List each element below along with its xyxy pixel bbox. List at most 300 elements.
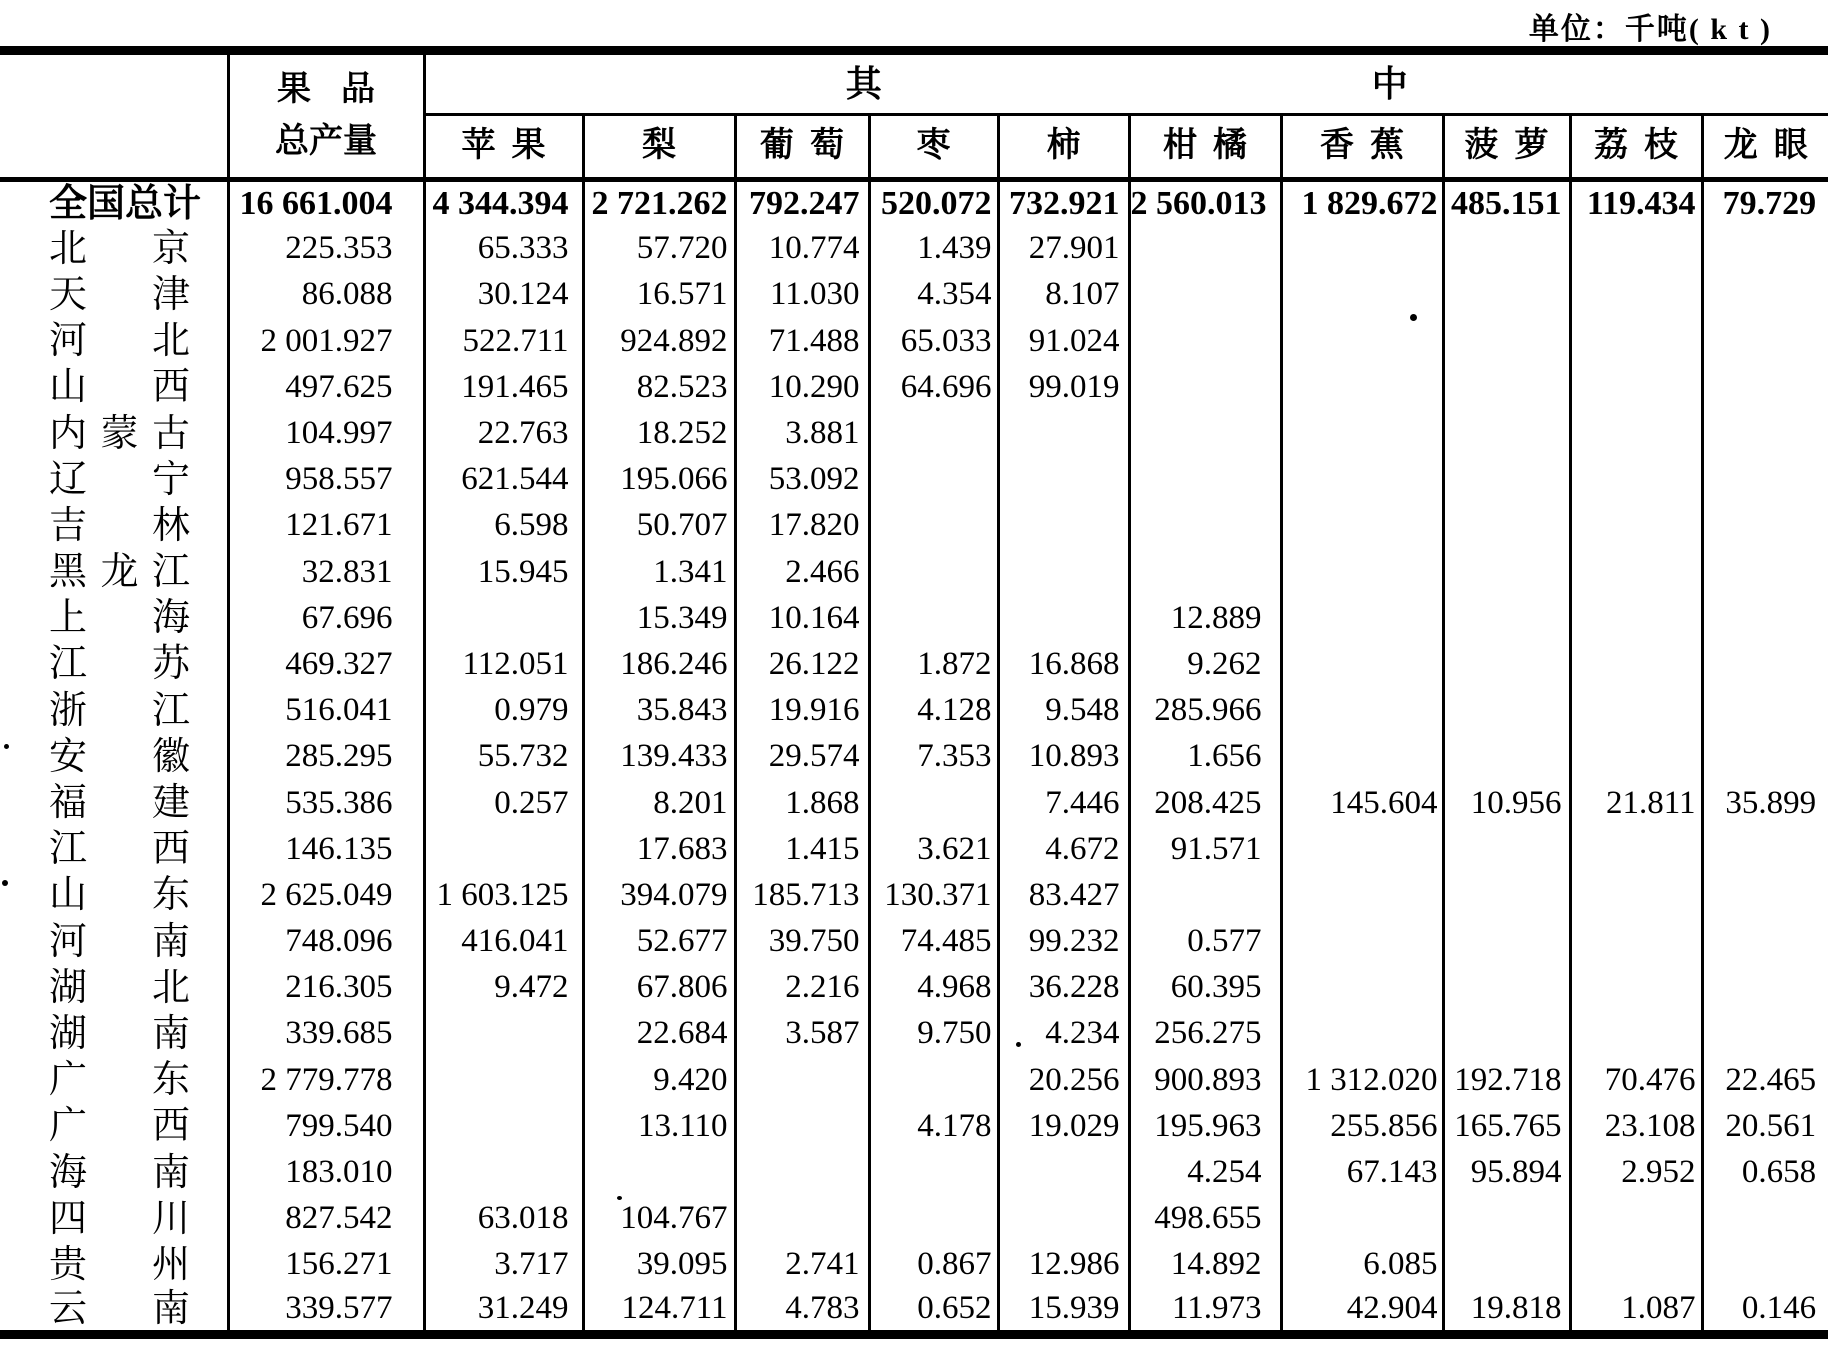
char: 南 — [151, 920, 190, 963]
value-cell — [869, 503, 998, 549]
column-header-5 — [998, 114, 1129, 179]
value-cell: 958.557 — [228, 457, 424, 503]
value-cell: 15.945 — [424, 549, 583, 595]
char: 北 — [151, 320, 190, 363]
char: 西 — [151, 1105, 190, 1148]
value-cell — [424, 1057, 583, 1103]
table-row — [0, 1149, 1828, 1195]
region-name-cell — [0, 457, 228, 503]
char: 葡 — [760, 127, 794, 165]
value-cell: 15.349 — [583, 595, 735, 641]
region-name — [49, 366, 190, 409]
char: 苏 — [151, 643, 190, 686]
value-cell: 0.257 — [424, 780, 583, 826]
value-cell: 12.889 — [1129, 595, 1281, 641]
table-row — [0, 826, 1828, 872]
value-cell: 256.275 — [1129, 1011, 1281, 1057]
column-header-label — [1572, 129, 1701, 163]
region-name-cell — [0, 872, 228, 918]
char: 湖 — [49, 966, 88, 1009]
value-cell — [583, 1149, 735, 1195]
value-cell: 156.271 — [228, 1242, 424, 1288]
table-row — [0, 1196, 1828, 1242]
region-name — [49, 782, 190, 825]
value-cell: 1.872 — [869, 641, 998, 687]
value-cell — [998, 503, 1129, 549]
char: 山 — [49, 874, 88, 917]
char: 江 — [49, 828, 88, 871]
value-cell — [424, 826, 583, 872]
value-cell — [1702, 457, 1828, 503]
value-cell: 10.290 — [735, 364, 869, 410]
char: 建 — [151, 782, 190, 825]
value-cell: 225.353 — [228, 226, 424, 272]
value-cell: 12.986 — [998, 1242, 1129, 1288]
region-name-cell — [0, 780, 228, 826]
value-cell: 95.894 — [1443, 1149, 1570, 1195]
char: 橘 — [1213, 127, 1247, 165]
table-row — [0, 180, 1828, 226]
value-cell: 1.415 — [735, 826, 869, 872]
value-cell: 7.446 — [998, 780, 1129, 826]
value-cell: 26.122 — [735, 641, 869, 687]
char: 西 — [151, 828, 190, 871]
value-cell — [1702, 641, 1828, 687]
value-cell: 9.262 — [1129, 641, 1281, 687]
value-cell — [1443, 826, 1570, 872]
value-cell — [1443, 688, 1570, 734]
value-cell — [1702, 318, 1828, 364]
value-cell — [1443, 872, 1570, 918]
value-cell: 27.901 — [998, 226, 1129, 272]
value-cell — [869, 1057, 998, 1103]
value-cell: 83.427 — [998, 872, 1129, 918]
char: 全 — [49, 182, 88, 225]
value-cell: 67.806 — [583, 965, 735, 1011]
value-cell — [1281, 872, 1443, 918]
value-cell: 99.019 — [998, 364, 1129, 410]
value-cell — [1443, 1196, 1570, 1242]
value-cell: 64.696 — [869, 364, 998, 410]
value-cell: 9.420 — [583, 1057, 735, 1103]
value-cell: 17.820 — [735, 503, 869, 549]
char: 东 — [151, 1059, 190, 1102]
region-name-cell — [0, 734, 228, 780]
value-cell: 522.711 — [424, 318, 583, 364]
value-cell — [869, 457, 998, 503]
value-cell — [1129, 226, 1281, 272]
region-name-cell — [0, 226, 228, 272]
value-cell — [1570, 826, 1702, 872]
region-name-cell — [0, 826, 228, 872]
value-cell — [1702, 410, 1828, 456]
value-cell — [1443, 595, 1570, 641]
value-cell: 4.968 — [869, 965, 998, 1011]
value-cell: 119.434 — [1570, 180, 1702, 226]
region-name — [49, 182, 202, 225]
table-row — [0, 318, 1828, 364]
value-cell — [1281, 457, 1443, 503]
value-cell — [1281, 919, 1443, 965]
region-name — [49, 551, 190, 594]
region-name — [49, 227, 190, 270]
value-cell — [1443, 226, 1570, 272]
value-cell: 3.621 — [869, 826, 998, 872]
value-cell — [869, 1149, 998, 1195]
value-cell: 165.765 — [1443, 1103, 1570, 1149]
value-cell: 4.672 — [998, 826, 1129, 872]
value-cell: 146.135 — [228, 826, 424, 872]
char: 州 — [151, 1243, 190, 1286]
value-cell: 99.232 — [998, 919, 1129, 965]
value-cell — [1702, 549, 1828, 595]
value-cell: 339.685 — [228, 1011, 424, 1057]
value-cell: 191.465 — [424, 364, 583, 410]
value-cell — [1281, 503, 1443, 549]
value-cell: 39.095 — [583, 1242, 735, 1288]
value-cell — [1570, 226, 1702, 272]
column-header-label — [1445, 129, 1569, 163]
char: 京 — [151, 227, 190, 270]
value-cell: 285.966 — [1129, 688, 1281, 734]
region-name — [49, 966, 190, 1009]
value-cell: 53.092 — [735, 457, 869, 503]
value-cell: 416.041 — [424, 919, 583, 965]
char: 南 — [151, 1287, 190, 1330]
value-cell: 91.571 — [1129, 826, 1281, 872]
region-name-cell — [0, 503, 228, 549]
char: 四 — [49, 1197, 88, 1240]
value-cell — [1443, 1011, 1570, 1057]
char: 蒙 — [100, 412, 139, 455]
value-cell: 74.485 — [869, 919, 998, 965]
value-cell: 130.371 — [869, 872, 998, 918]
value-cell: 19.916 — [735, 688, 869, 734]
table-row — [0, 641, 1828, 687]
char: 香 — [1320, 127, 1354, 165]
table-row — [0, 919, 1828, 965]
column-header-10 — [1702, 114, 1828, 179]
value-cell — [1129, 364, 1281, 410]
value-cell: 195.066 — [583, 457, 735, 503]
char: 南 — [151, 1012, 190, 1055]
value-cell — [869, 549, 998, 595]
table-row — [0, 1242, 1828, 1288]
value-cell — [1129, 410, 1281, 456]
unit-label: 单位：千吨( k t ) — [1528, 13, 1772, 46]
value-cell: 22.763 — [424, 410, 583, 456]
value-cell — [1281, 595, 1443, 641]
value-cell — [1129, 549, 1281, 595]
value-cell: 104.997 — [228, 410, 424, 456]
region-name — [49, 735, 190, 778]
value-cell — [1702, 688, 1828, 734]
value-cell — [1570, 1011, 1702, 1057]
value-cell — [1281, 549, 1443, 595]
table-row — [0, 595, 1828, 641]
value-cell: 339.577 — [228, 1288, 424, 1334]
char: 黑 — [49, 551, 88, 594]
char: 河 — [49, 920, 88, 963]
value-cell: 10.956 — [1443, 780, 1570, 826]
value-cell: 20.561 — [1725, 1107, 1817, 1144]
value-cell: 22.465 — [1725, 1061, 1817, 1098]
column-header-label — [1283, 129, 1442, 163]
value-cell: 16.868 — [998, 641, 1129, 687]
value-cell: 516.041 — [228, 688, 424, 734]
table-row — [0, 410, 1828, 456]
region-name-cell — [0, 364, 228, 410]
value-cell: 520.072 — [869, 180, 998, 226]
char: 山 — [49, 366, 88, 409]
value-cell: 23.108 — [1570, 1103, 1702, 1149]
value-cell — [1443, 1242, 1570, 1288]
region-name-cell — [0, 641, 228, 687]
value-cell: 621.544 — [424, 457, 583, 503]
value-cell: 42.904 — [1281, 1288, 1443, 1334]
value-cell: 29.574 — [735, 734, 869, 780]
char: 国 — [87, 182, 126, 225]
value-cell — [1281, 826, 1443, 872]
value-cell: 2 779.778 — [228, 1057, 424, 1103]
value-cell: 31.249 — [424, 1288, 583, 1334]
char: 湖 — [49, 1012, 88, 1055]
region-name — [49, 1243, 190, 1286]
value-cell — [1570, 734, 1702, 780]
value-cell: 255.856 — [1281, 1103, 1443, 1149]
table-row — [0, 503, 1828, 549]
region-name-cell — [0, 1149, 228, 1195]
value-cell: 3.717 — [424, 1242, 583, 1288]
value-cell — [1570, 503, 1702, 549]
region-name — [49, 643, 190, 686]
value-cell — [1702, 965, 1828, 1011]
value-cell — [1443, 410, 1570, 456]
char: 安 — [49, 735, 88, 778]
value-cell — [998, 1196, 1129, 1242]
region-name — [49, 320, 190, 363]
scan-noise-speck — [2, 880, 8, 886]
value-cell — [1443, 272, 1570, 318]
column-header-6 — [1129, 114, 1281, 179]
value-cell — [1281, 1196, 1443, 1242]
table-row — [0, 734, 1828, 780]
value-cell: 1.341 — [583, 549, 735, 595]
value-cell: 9.750 — [869, 1011, 998, 1057]
value-cell: 35.843 — [583, 688, 735, 734]
value-cell: 748.096 — [228, 919, 424, 965]
column-header-label — [426, 129, 582, 163]
value-cell: 1 829.672 — [1281, 180, 1443, 226]
value-cell: 792.247 — [735, 180, 869, 226]
value-cell: 82.523 — [583, 364, 735, 410]
table-row — [0, 872, 1828, 918]
value-cell: 1.087 — [1570, 1288, 1702, 1334]
value-cell — [1129, 872, 1281, 918]
value-cell: 183.010 — [228, 1149, 424, 1195]
value-cell: 535.386 — [228, 780, 424, 826]
char: 天 — [49, 273, 88, 316]
value-cell — [1702, 364, 1828, 410]
value-cell: 900.893 — [1129, 1057, 1281, 1103]
value-cell — [1281, 410, 1443, 456]
value-cell: 60.395 — [1129, 965, 1281, 1011]
region-name — [49, 504, 190, 547]
value-cell: 4.128 — [869, 688, 998, 734]
table-row — [0, 1103, 1828, 1149]
value-cell: 2 560.013 — [1129, 180, 1281, 226]
column-header-label — [585, 129, 734, 163]
region-name — [49, 920, 190, 963]
region-name — [49, 458, 190, 501]
value-cell — [998, 595, 1129, 641]
fruit-production-table — [0, 46, 1828, 1339]
region-name-cell — [0, 410, 228, 456]
column-header-2 — [583, 114, 735, 179]
value-cell: 0.867 — [869, 1242, 998, 1288]
char: 果 — [511, 127, 546, 165]
char: 江 — [49, 643, 88, 686]
value-cell: 2.952 — [1570, 1149, 1702, 1195]
column-header-9 — [1570, 114, 1702, 179]
value-cell: 4.354 — [869, 272, 998, 318]
region-name — [49, 597, 190, 640]
value-cell: 732.921 — [998, 180, 1129, 226]
value-cell — [1129, 318, 1281, 364]
column-header-label — [871, 129, 997, 163]
value-cell: 6.598 — [424, 503, 583, 549]
region-name — [49, 412, 190, 455]
value-cell: 70.476 — [1570, 1057, 1702, 1103]
region-name — [49, 689, 190, 732]
value-cell — [735, 1057, 869, 1103]
char: 川 — [151, 1197, 190, 1240]
char: 云 — [49, 1287, 88, 1330]
char: 林 — [151, 504, 190, 547]
corner-cell — [0, 51, 228, 180]
value-cell — [1702, 872, 1828, 918]
table-row — [0, 364, 1828, 410]
table-header — [0, 51, 1828, 180]
value-cell — [1702, 1011, 1828, 1057]
value-cell: 145.604 — [1281, 780, 1443, 826]
char: 蕉 — [1370, 127, 1404, 165]
value-cell: 0.652 — [869, 1288, 998, 1334]
value-cell: 0.577 — [1129, 919, 1281, 965]
value-cell: 1.439 — [869, 226, 998, 272]
value-cell: 4.234 — [998, 1011, 1129, 1057]
value-cell: 208.425 — [1129, 780, 1281, 826]
value-cell — [1443, 364, 1570, 410]
value-cell: 1.656 — [1129, 734, 1281, 780]
value-cell: 497.625 — [228, 364, 424, 410]
value-cell — [1570, 641, 1702, 687]
value-cell — [735, 1149, 869, 1195]
char: 南 — [151, 1151, 190, 1194]
region-name-cell — [0, 965, 228, 1011]
column-header-4 — [869, 114, 998, 179]
char: 内 — [49, 412, 88, 455]
value-cell — [1443, 965, 1570, 1011]
value-cell: 394.079 — [583, 872, 735, 918]
value-cell: 799.540 — [228, 1103, 424, 1149]
value-cell: 4.178 — [869, 1103, 998, 1149]
value-cell: 195.963 — [1129, 1103, 1281, 1149]
value-cell: 285.295 — [228, 734, 424, 780]
region-name — [49, 1287, 190, 1330]
value-cell: 2 721.262 — [583, 180, 735, 226]
char: 北 — [49, 227, 88, 270]
value-cell: 7.353 — [869, 734, 998, 780]
char: 上 — [49, 597, 88, 640]
value-cell: 112.051 — [424, 641, 583, 687]
value-cell — [1443, 641, 1570, 687]
char: 龙 — [1723, 127, 1758, 165]
value-cell: 14.892 — [1129, 1242, 1281, 1288]
value-cell — [1702, 826, 1828, 872]
char: 果 — [277, 71, 311, 108]
char: 枣 — [916, 127, 951, 165]
value-cell — [1281, 965, 1443, 1011]
value-cell: 30.124 — [424, 272, 583, 318]
value-cell — [1702, 734, 1828, 780]
value-cell — [1443, 549, 1570, 595]
value-cell — [1129, 272, 1281, 318]
value-cell: 13.110 — [583, 1103, 735, 1149]
table-row — [0, 1011, 1828, 1057]
char: 荔 — [1594, 127, 1628, 165]
value-cell: 18.252 — [583, 410, 735, 456]
value-cell — [1702, 1242, 1828, 1288]
value-cell: 52.677 — [583, 919, 735, 965]
value-cell: 71.488 — [735, 318, 869, 364]
value-cell — [1570, 364, 1702, 410]
char: 徽 — [151, 735, 190, 778]
value-cell: 0.146 — [1741, 1290, 1817, 1327]
value-cell: 6.085 — [1281, 1242, 1443, 1288]
column-header-label — [1704, 129, 1828, 163]
value-cell: 3.587 — [735, 1011, 869, 1057]
char: 河 — [49, 320, 88, 363]
value-cell: 121.671 — [228, 503, 424, 549]
value-cell — [1570, 872, 1702, 918]
char: 广 — [49, 1105, 88, 1148]
value-cell: 9.472 — [424, 965, 583, 1011]
value-cell — [1570, 688, 1702, 734]
table-row — [0, 226, 1828, 272]
value-cell — [1570, 965, 1702, 1011]
value-cell: 67.143 — [1281, 1149, 1443, 1195]
region-name-cell — [0, 180, 228, 226]
table-row — [0, 780, 1828, 826]
value-cell: 104.767 — [583, 1196, 735, 1242]
char: 枝 — [1644, 127, 1678, 165]
value-cell: 139.433 — [583, 734, 735, 780]
char: 品 — [341, 71, 375, 108]
column-header-label — [737, 129, 868, 163]
value-cell: 185.713 — [735, 872, 869, 918]
value-cell — [998, 1149, 1129, 1195]
among-which-header — [424, 51, 1828, 115]
char: 江 — [151, 689, 190, 732]
value-cell — [1570, 457, 1702, 503]
value-cell: 3.881 — [735, 410, 869, 456]
value-cell — [1702, 503, 1828, 549]
region-name-cell — [0, 1242, 228, 1288]
value-cell — [1702, 1196, 1828, 1242]
header-row-1 — [0, 51, 1828, 115]
value-cell: 8.107 — [998, 272, 1129, 318]
